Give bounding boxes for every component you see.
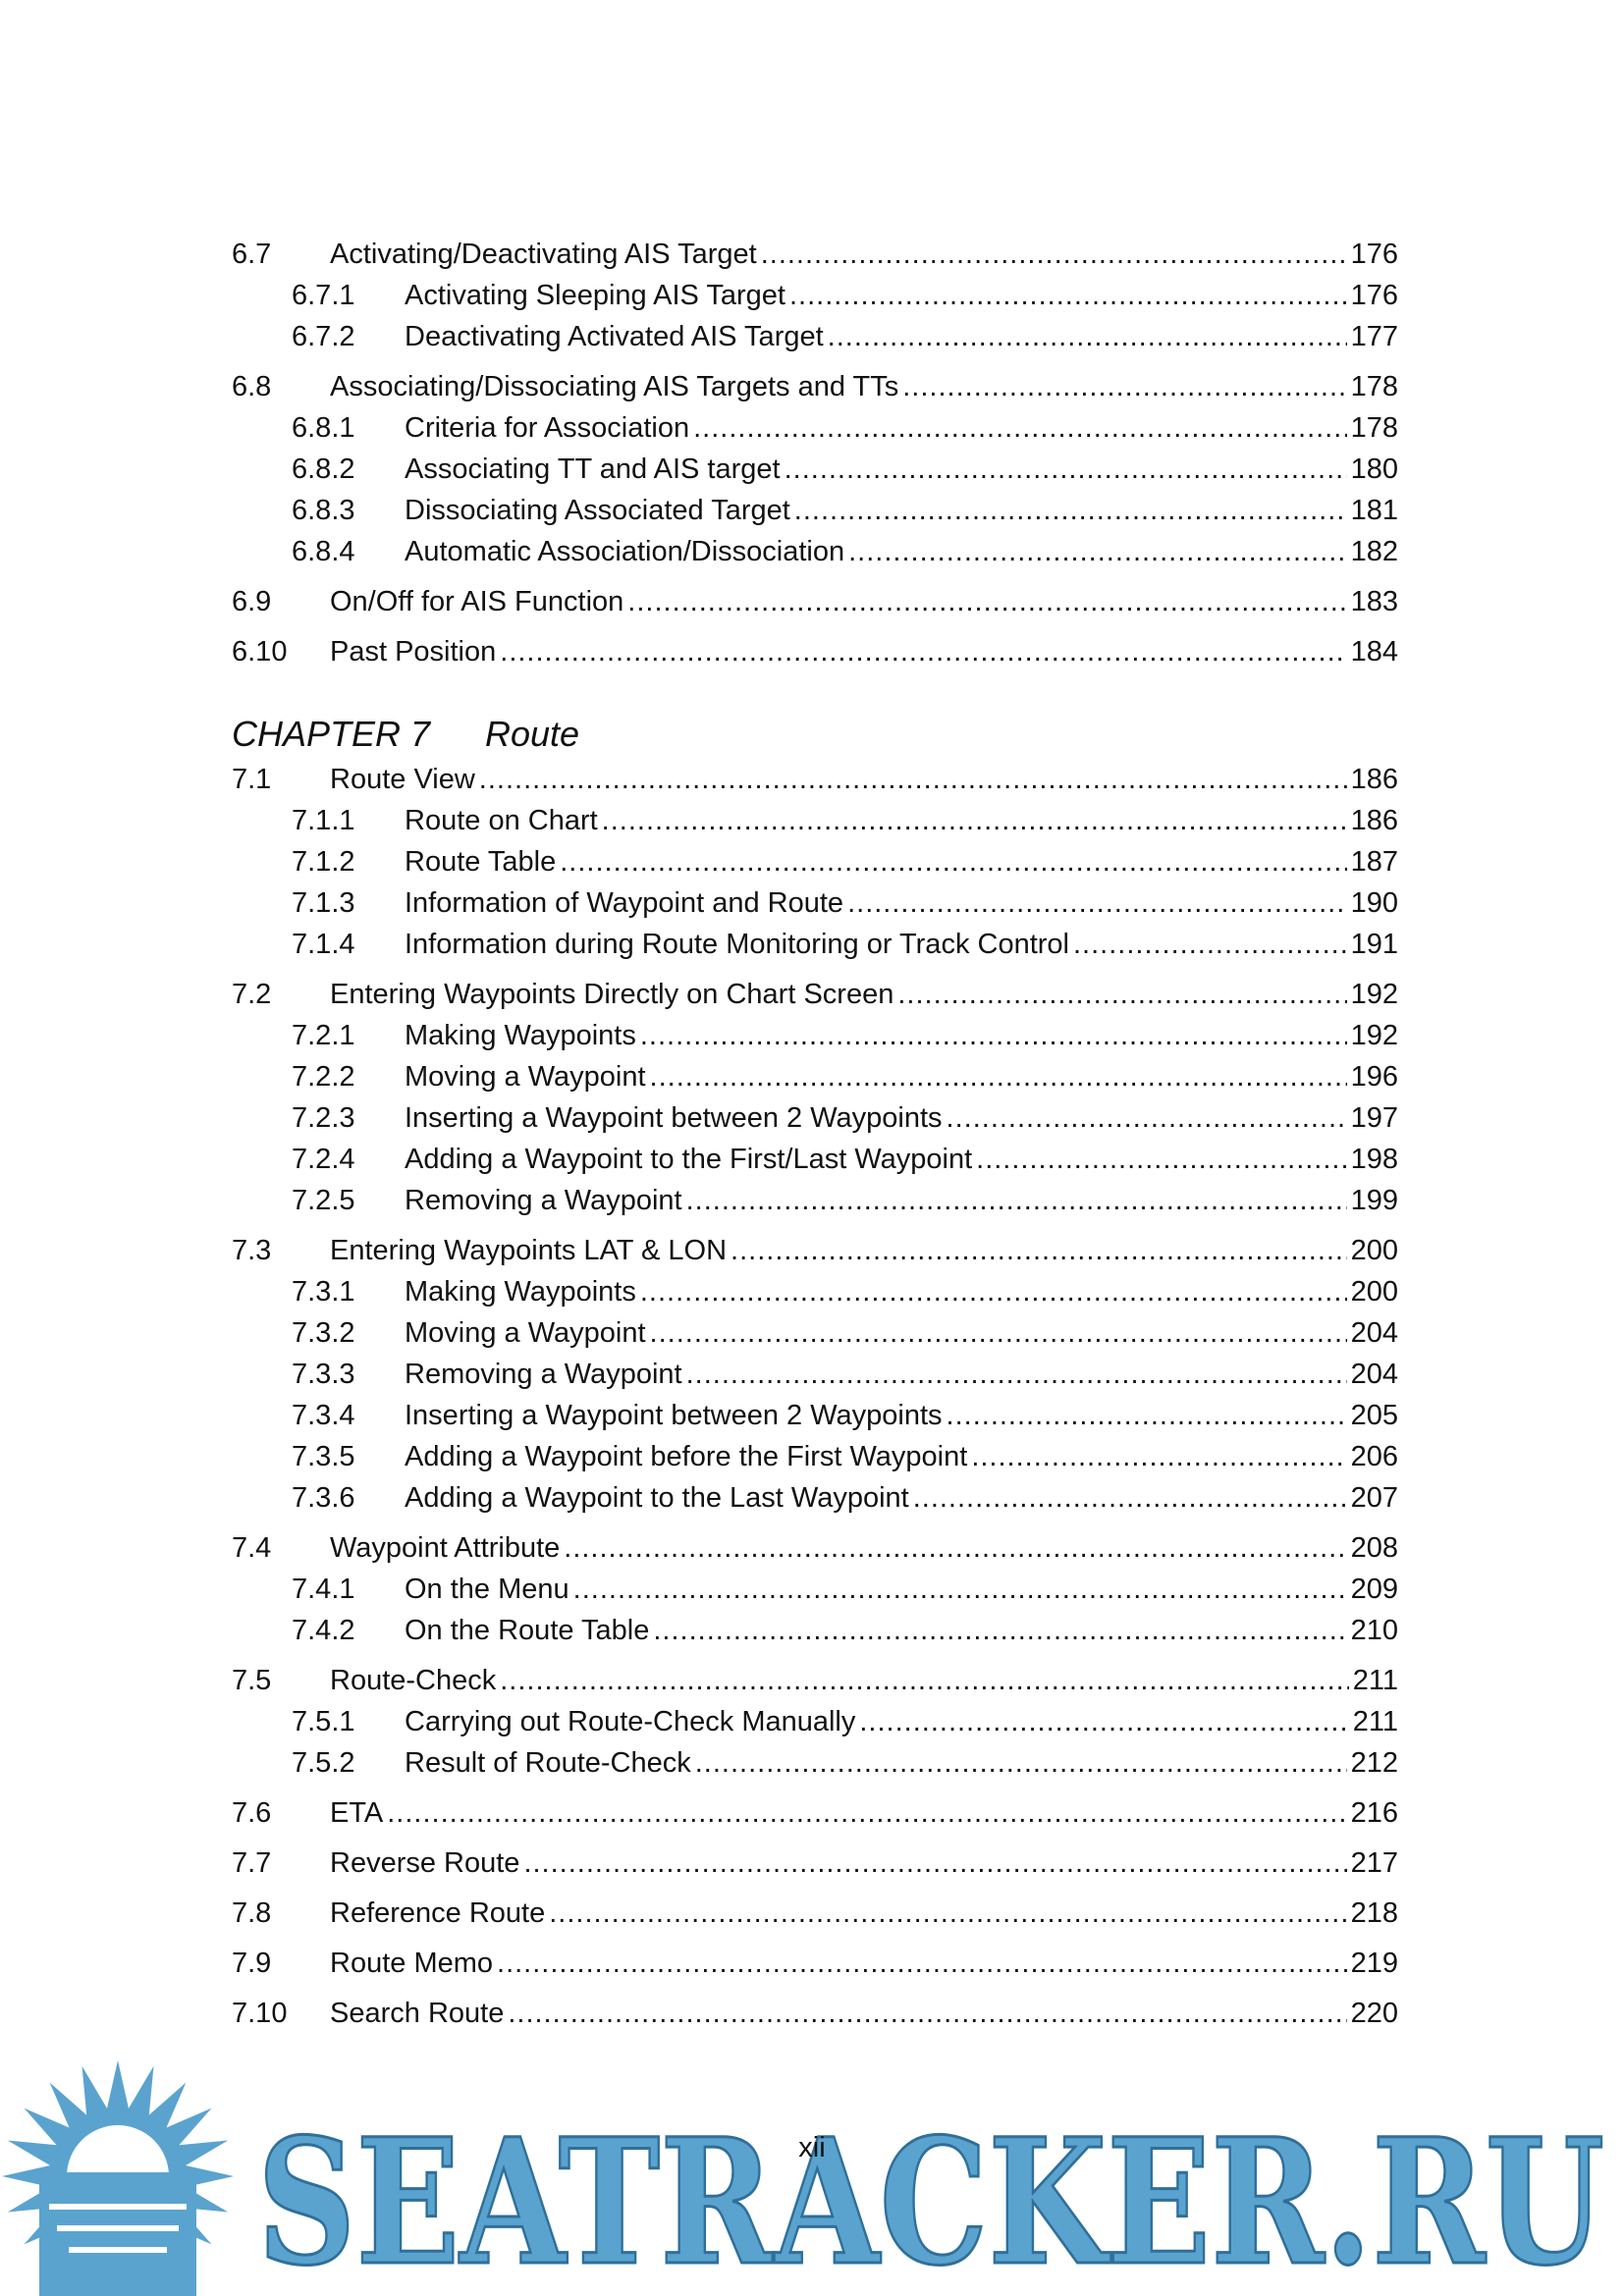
toc-entry-7-2-2[interactable] [232,1056,1398,1097]
toc-number: 7.1.2 [292,846,355,878]
toc-entry-7-1[interactable] [232,759,1398,800]
toc-entry-6-8-2[interactable] [232,449,1398,490]
dot-leader [913,1477,1347,1519]
toc-title: Automatic Association/Dissociation [405,536,845,567]
toc-number: 7.9 [232,1948,272,1979]
dot-leader [693,407,1346,449]
toc-entry-7-2-5[interactable] [232,1180,1398,1221]
toc-number: 7.10 [232,1998,288,2029]
toc-title: Associating TT and AIS target [405,454,781,485]
dot-leader [897,974,1346,1015]
dot-leader [731,1230,1347,1271]
toc-page-number: 210 [1350,1615,1398,1646]
toc-title: On/Off for AIS Function [330,586,624,617]
toc-entry-7-6[interactable] [232,1792,1398,1834]
toc-title: Adding a Waypoint to the First/Last Waypoint [405,1144,973,1175]
toc-page-number: 211 [1352,1706,1398,1737]
toc-title: Inserting a Waypoint between 2 Waypoints [405,1400,943,1431]
dot-leader [640,1271,1347,1312]
toc-entry-7-1-2[interactable] [232,841,1398,882]
toc-number: 6.8.3 [292,495,355,526]
toc-number: 7.2.3 [292,1102,355,1134]
dot-leader [794,490,1347,531]
toc-number: 7.1.1 [292,805,355,836]
toc-title: Route Table [405,846,557,878]
toc-number: 6.10 [232,636,288,667]
toc-page-number: 199 [1350,1185,1398,1216]
toc-number: 7.1 [232,764,272,795]
dot-leader [508,1993,1346,2034]
toc-number: 6.9 [232,586,272,617]
dot-leader [500,631,1346,672]
toc-title: Result of Route-Check [405,1747,691,1779]
dot-leader [500,1660,1349,1701]
dot-leader [847,882,1347,924]
toc-number: 6.8.4 [292,536,355,567]
toc-title: Making Waypoints [405,1276,636,1308]
dot-leader [761,234,1347,275]
toc-title: Reverse Route [330,1847,520,1879]
toc-title: Entering Waypoints Directly on Chart Screen [330,979,894,1010]
toc-page-number: 200 [1350,1235,1398,1266]
toc-title: Information during Route Monitoring or Track Control [405,929,1069,960]
toc-page-number: 206 [1350,1441,1398,1472]
toc-title: Moving a Waypoint [405,1061,646,1093]
chapter-title: Route [485,714,580,754]
toc-title: Waypoint Attribute [330,1532,561,1564]
toc-number: 6.8 [232,371,272,402]
toc-entry-7-8[interactable] [232,1893,1398,1934]
toc-entry-7-3-6[interactable] [232,1477,1398,1519]
toc-page-number: 220 [1350,1998,1398,2029]
toc-title: On the Menu [405,1574,569,1605]
dot-leader [564,1527,1346,1569]
toc-title: Search Route [330,1998,505,2029]
toc-page-number: 190 [1350,887,1398,919]
toc-entry-7-4-1[interactable] [232,1569,1398,1610]
toc-number: 7.5.1 [292,1706,355,1737]
toc-title: Adding a Waypoint before the First Waypoint [405,1441,968,1472]
toc-title: Removing a Waypoint [405,1359,682,1390]
toc-title: Route on Chart [405,805,598,836]
toc-entry-6-8[interactable] [232,366,1398,407]
toc-entry-7-3[interactable] [232,1230,1398,1271]
toc-page-number: 186 [1350,764,1398,795]
toc-title: Associating/Dissociating AIS Targets and TTs [330,371,899,402]
toc-page-number: 205 [1350,1400,1398,1431]
toc-page-number: 178 [1350,412,1398,444]
toc-page-number: 191 [1350,929,1398,960]
toc-number: 7.3.2 [292,1317,355,1349]
toc-title: Reference Route [330,1897,546,1929]
dot-leader [686,1354,1347,1395]
toc-title: Past Position [330,636,497,667]
toc-page-number: 183 [1350,586,1398,617]
toc-entry-7-10[interactable] [232,1993,1398,2034]
seatracker-watermark [0,2056,1624,2296]
dot-leader [523,1842,1346,1884]
toc-number: 7.5 [232,1665,272,1696]
toc-entry-7-9[interactable] [232,1943,1398,1984]
toc-entry-7-1-4[interactable] [232,924,1398,965]
toc-title: Inserting a Waypoint between 2 Waypoints [405,1102,943,1134]
toc-number: 7.3.1 [292,1276,355,1308]
toc-page-number: 198 [1350,1144,1398,1175]
dot-leader [479,759,1347,800]
toc-number: 7.1.4 [292,929,355,960]
toc-number: 7.7 [232,1847,272,1879]
toc-entry-7-4-2[interactable] [232,1610,1398,1651]
toc-page-number: 187 [1350,846,1398,878]
toc-title: Activating Sleeping AIS Target [405,280,785,311]
toc-entry-7-5[interactable] [232,1660,1398,1701]
toc-entry-6-8-4[interactable] [232,531,1398,572]
toc-entry-6-9[interactable] [232,581,1398,622]
toc-number: 7.6 [232,1797,272,1829]
toc-page-number: 197 [1350,1102,1398,1134]
toc-entry-7-3-3[interactable] [232,1354,1398,1395]
toc-number: 7.3.3 [292,1359,355,1390]
toc-number: 7.8 [232,1897,272,1929]
toc-number: 7.5.2 [292,1747,355,1779]
toc-title: Route-Check [330,1665,497,1696]
page-number: xii [798,2132,826,2163]
toc-number: 6.7 [232,239,272,270]
toc-entry-7-5-1[interactable] [232,1701,1398,1742]
toc-entry-7-5-2[interactable] [232,1742,1398,1784]
toc-number: 7.2.5 [292,1185,355,1216]
toc-page-number: 186 [1350,805,1398,836]
toc-number: 7.1.3 [292,887,355,919]
toc-entry-7-1-3[interactable] [232,882,1398,924]
toc-entry-7-7[interactable] [232,1842,1398,1884]
toc-entry-7-3-4[interactable] [232,1395,1398,1436]
toc-entry-6-7-1[interactable] [232,275,1398,316]
dot-leader [387,1792,1346,1834]
toc-entry-6-8-1[interactable] [232,407,1398,449]
toc-title: On the Route Table [405,1615,650,1646]
dot-leader [848,531,1347,572]
toc-page-number: 176 [1350,280,1398,311]
toc-page-number: 219 [1350,1948,1398,1979]
dot-leader [976,1139,1346,1180]
dot-leader [602,800,1347,841]
toc-entry-7-2-1[interactable] [232,1015,1398,1056]
dot-leader [695,1742,1347,1784]
toc-page-number: 217 [1350,1847,1398,1879]
dot-leader [902,366,1346,407]
toc-page-number: 192 [1350,979,1398,1010]
dot-leader [650,1056,1347,1097]
toc-entry-7-2[interactable] [232,974,1398,1015]
toc-number: 7.3.6 [292,1482,355,1514]
toc-page-number: 177 [1350,321,1398,352]
dot-leader [828,316,1347,357]
toc-entry-7-1-1[interactable] [232,800,1398,841]
toc-page-number: 176 [1350,239,1398,270]
toc-page-number: 182 [1350,536,1398,567]
toc-page-number: 204 [1350,1359,1398,1390]
toc-number: 7.4.2 [292,1615,355,1646]
toc-page-number: 192 [1350,1020,1398,1051]
dot-leader [789,275,1347,316]
toc-page-number: 181 [1350,495,1398,526]
toc-number: 7.3.5 [292,1441,355,1472]
dot-leader [560,841,1346,882]
toc-number: 6.7.1 [292,280,355,311]
dot-leader [573,1569,1347,1610]
toc-title: Dissociating Associated Target [405,495,790,526]
dot-leader [640,1015,1347,1056]
toc-page-number: 216 [1350,1797,1398,1829]
toc-entry-7-3-5[interactable] [232,1436,1398,1477]
toc-title: Route View [330,764,475,795]
toc-entry-7-2-3[interactable] [232,1097,1398,1139]
toc-title: Carrying out Route-Check Manually [405,1706,856,1737]
toc-entry-7-4[interactable] [232,1527,1398,1569]
toc-title: Route Memo [330,1948,494,1979]
toc-title: Making Waypoints [405,1020,636,1051]
toc-number: 7.2.1 [292,1020,355,1051]
dot-leader [549,1893,1346,1934]
toc-number: 7.3.4 [292,1400,355,1431]
toc-number: 6.7.2 [292,321,355,352]
toc-number: 7.2 [232,979,272,1010]
toc-page-number: 207 [1350,1482,1398,1514]
toc-page-number: 209 [1350,1574,1398,1605]
dot-leader [971,1436,1346,1477]
toc-entry-6-7[interactable] [232,234,1398,275]
toc-number: 7.2.2 [292,1061,355,1093]
toc-page-number: 180 [1350,454,1398,485]
toc-title: Deactivating Activated AIS Target [405,321,824,352]
watermark-text: SEATRACKER.RU [257,2101,1604,2296]
dot-leader [947,1097,1347,1139]
toc-page-number: 184 [1350,636,1398,667]
table-of-contents [232,234,1398,2034]
toc-title: Entering Waypoints LAT & LON [330,1235,728,1266]
toc-title: ETA [330,1797,384,1829]
toc-page-number: 196 [1350,1061,1398,1093]
dot-leader [1073,924,1347,965]
toc-title: Information of Waypoint and Route [405,887,844,919]
toc-number: 7.3 [232,1235,272,1266]
dot-leader [785,449,1347,490]
dot-leader [686,1180,1347,1221]
toc-number: 7.2.4 [292,1144,355,1175]
toc-title: Moving a Waypoint [405,1317,646,1349]
dot-leader [947,1395,1347,1436]
toc-title: Activating/Deactivating AIS Target [330,239,757,270]
toc-title: Removing a Waypoint [405,1185,682,1216]
toc-page-number: 211 [1352,1665,1398,1696]
toc-number: 6.8.1 [292,412,355,444]
toc-entry-6-7-2[interactable] [232,316,1398,357]
dot-leader [650,1312,1347,1354]
toc-entry-6-10[interactable] [232,631,1398,672]
toc-page-number: 208 [1350,1532,1398,1564]
toc-page-number: 218 [1350,1897,1398,1929]
chapter-heading [232,710,1398,759]
toc-title: Criteria for Association [405,412,690,444]
dot-leader [497,1943,1347,1984]
toc-title: Adding a Waypoint to the Last Waypoint [405,1482,909,1514]
toc-entry-6-8-3[interactable] [232,490,1398,531]
toc-number: 6.8.2 [292,454,355,485]
dot-leader [627,581,1346,622]
dot-leader [653,1610,1346,1651]
dot-leader [859,1701,1348,1742]
toc-page-number: 178 [1350,371,1398,402]
chapter-label: CHAPTER 7 [232,714,431,754]
toc-number: 7.4 [232,1532,272,1564]
toc-entry-7-3-1[interactable] [232,1271,1398,1312]
toc-page-number: 212 [1350,1747,1398,1779]
toc-entry-7-2-4[interactable] [232,1139,1398,1180]
toc-page-number: 204 [1350,1317,1398,1349]
toc-entry-7-3-2[interactable] [232,1312,1398,1354]
toc-page-number: 200 [1350,1276,1398,1308]
sunburst-logo-icon [2,2060,234,2296]
toc-number: 7.4.1 [292,1574,355,1605]
